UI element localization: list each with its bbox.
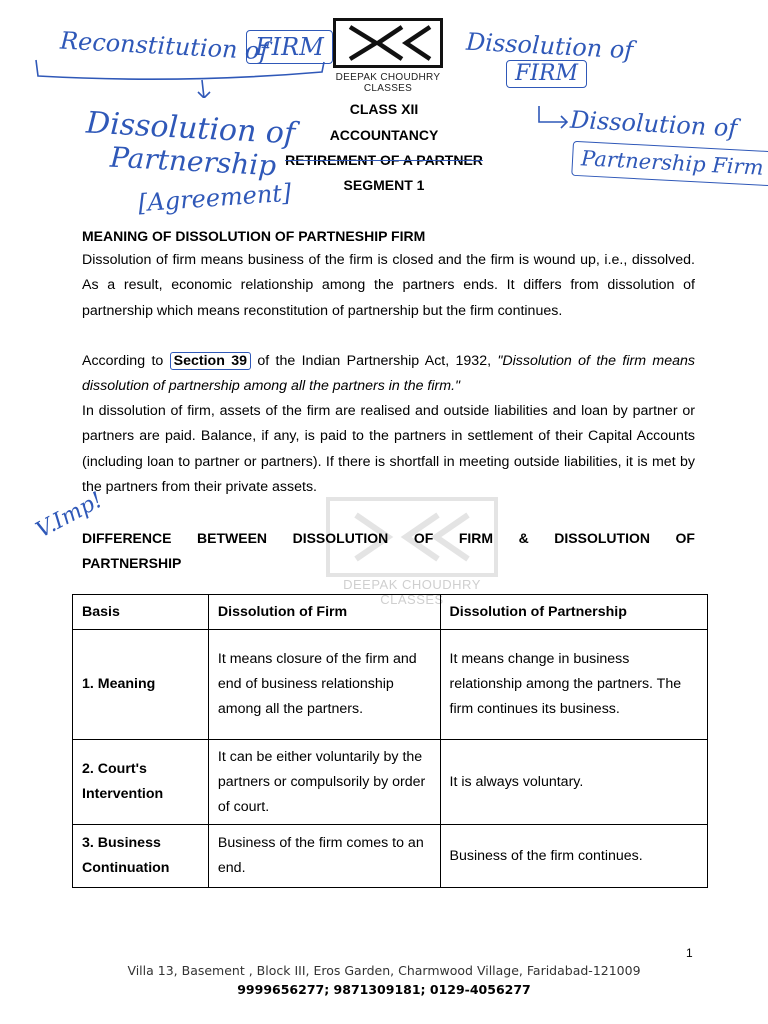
annotation-dissolution-top: Dissolution of (465, 27, 634, 65)
annotation-firm-box-left: FIRM (246, 30, 333, 64)
table-header-row (73, 595, 708, 630)
header-dissolution-of-partnership: Dissolution of Partnership (440, 595, 708, 630)
paragraph-settlement: In dissolution of firm, assets of the firm are realised and outside liabilities and loan by partner or partners are paid. Balance, if any, is paid to the partners in settlement of their Capital Accounts (including loan to partner or partners). If there is shortfall in meeting outside liabilities, it is met by the partners from their private assets. (82, 403, 695, 495)
section39-mid: of the Indian Partnership Act, 1932, (251, 353, 498, 369)
annotation-dissolution-right: Dissolution of (569, 105, 738, 143)
footer-address: Villa 13, Basement , Block III, Eros Garden, Charmwood Village, Faridabad-121009 (127, 963, 641, 978)
header-dissolution-of-firm: Dissolution of Firm (208, 595, 440, 630)
annotation-partnership-firm: Partnership Firm (571, 141, 768, 186)
page-number: 1 (686, 946, 693, 960)
logo (333, 18, 443, 68)
title-chapter: RETIREMENT OF A PARTNER (285, 152, 483, 168)
table-row (73, 630, 708, 740)
section-heading-difference: DIFFERENCE BETWEEN DISSOLUTION OF FIRM & DISSOLUTION OF (82, 530, 695, 546)
header-basis: Basis (73, 595, 209, 630)
footer-phones: 9999656277; 9871309181; 0129-4056277 (237, 982, 531, 997)
watermark-caption: DEEPAK CHOUDHRY CLASSES (343, 577, 481, 607)
section-heading-difference-cont: PARTNERSHIP (82, 555, 182, 571)
section39-bold: Section 39 (170, 352, 251, 370)
logo-caption: DEEPAK CHOUDHRY CLASSES (335, 72, 441, 94)
row-firm-cell: Business of the firm comes to an end. (208, 825, 440, 888)
row-firm-cell: It means closure of the firm and end of business relationship among all the partners. (208, 630, 440, 740)
annotation-dissolution-left: Dissolution of (85, 105, 296, 152)
annotation-agreement: [Agreement] (137, 178, 293, 218)
row-partnership-cell: It means change in business relationship among the partners. The firm continues its business. (440, 630, 708, 740)
row-partnership-cell: It is always voluntary. (440, 740, 708, 825)
row-basis: 3. Business Continuation (73, 825, 209, 888)
section39-prefix: According to (82, 353, 170, 369)
logo-mark-icon (336, 21, 440, 65)
section39-quote: "Dissolution of the firm means dissolution of partnership among all the partners in the firm." (82, 353, 695, 395)
annotation-partnership-left: Partnership (109, 140, 277, 183)
title-subject: ACCOUNTANCY (329, 127, 439, 143)
table-row (73, 825, 708, 888)
section-heading-meaning: MEANING OF DISSOLUTION OF PARTNESHIP FIRM (82, 228, 426, 244)
annotation-reconstitution: Reconstitution of (59, 26, 270, 66)
title-class: CLASS XII (349, 101, 419, 117)
paragraph-definition: Dissolution of firm means business of the firm is closed and the firm is wound up, i.e., dissolved. As a result, economic relationship among the partners ends. It differs from dissolution of partnership which means reconstitution of partnership but the firm continues. (82, 252, 695, 319)
paragraph-section39 (82, 349, 695, 400)
annotation-firm-box-right: FIRM (506, 60, 587, 88)
title-segment: SEGMENT 1 (343, 177, 425, 193)
annotation-imp: V.Imp! (32, 487, 107, 544)
row-basis: 1. Meaning (73, 630, 209, 740)
comparison-table (72, 594, 708, 888)
annotation-bracket (30, 58, 330, 98)
row-basis: 2. Court's Intervention (73, 740, 209, 825)
row-firm-cell: It can be either voluntarily by the partners or compulsorily by order of court. (208, 740, 440, 825)
table-row (73, 740, 708, 825)
row-partnership-cell: Business of the firm continues. (440, 825, 708, 888)
